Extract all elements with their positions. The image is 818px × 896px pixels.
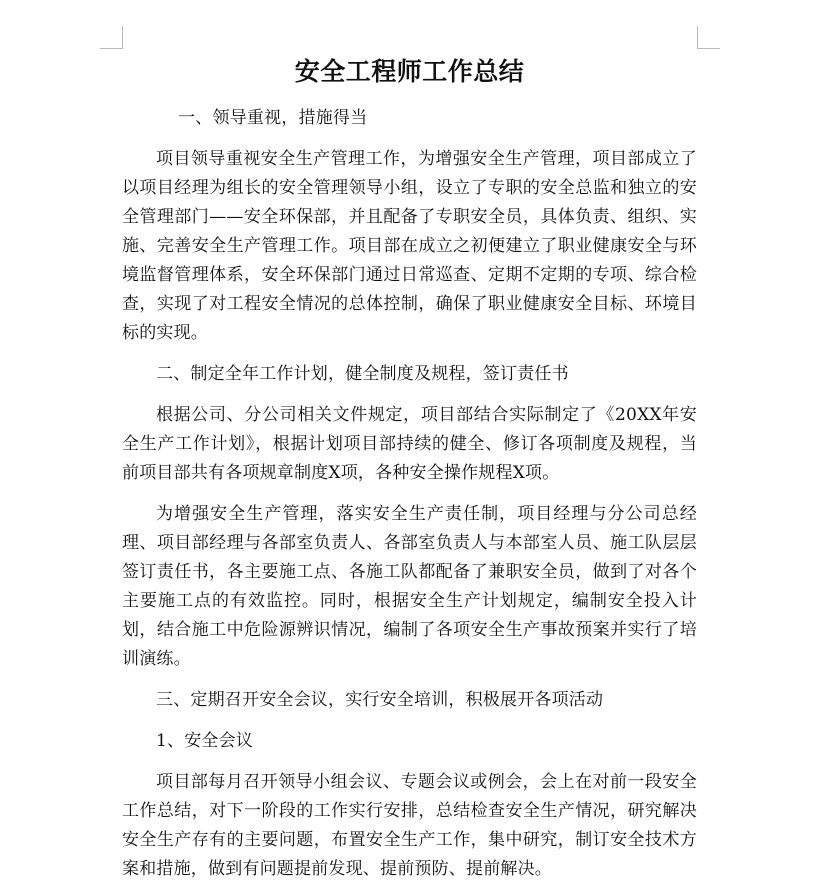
paragraph-2: 根据公司、分公司相关文件规定，项目部结合实际制定了《20XX年安全生产工作计划》，根据计划项目部持续的健全、修订各项制度及规程，当前项目部共有各项规章制度X项，各种安全操作规程X项。 (122, 405, 697, 483)
paragraph-3: 为增强安全生产管理，落实安全生产责任制，项目经理与分公司总经理、项目部经理与各部室负责人、各部室负责人与本部室人员、施工队层层签订责任书，各主要施工点、各施工队都配备了兼职安全员，做到了对各个主要施工点的有效监控。同时，根据安全生产计划规定，编制安全投入计划，结合施工中危险源辨识情况，编制了各项安全生产事故预案并实行了培训演练。 (122, 504, 697, 669)
top-left-crop-mark (100, 26, 123, 49)
document-title: 安全工程师工作总结 (294, 57, 525, 86)
section-heading-2: 二、制定全年工作计划，健全制度及规程，签订责任书 (156, 364, 569, 384)
subsection-heading-1: 1、安全会议 (156, 731, 254, 751)
paragraph-1: 项目领导重视安全生产管理工作，为增强安全生产管理，项目部成立了以项目经理为组长的安全管理领导小组，设立了专职的安全总监和独立的安全管理部门——安全环保部，并且配备了专职安全员，具体负责、组织、实施、完善安全生产管理工作。项目部在成立之初便建立了职业健康安全与环境监督管理体系，安全环保部门通过日常巡查、定期不定期的专项、综合检查，实现了对工程安全情况的总体控制，确保了职业健康安全目标、环境目标的实现。 (122, 149, 697, 343)
paragraph-4: 项目部每月召开领导小组会议、专题会议或例会，会上在对前一段安全工作总结，对下一阶段的工作实行安排，总结检查安全生产情况，研究解决安全生产存有的主要问题，布置安全生产工作，集中研究，制订安全技术方案和措施，做到有问题提前发现、提前预防、提前解决。 (122, 772, 697, 879)
section-heading-1: 一、领导重视，措施得当 (178, 108, 368, 128)
document-body (122, 104, 697, 896)
section-heading-3: 三、定期召开安全会议，实行安全培训，积极展开各项活动 (156, 690, 604, 710)
top-right-crop-mark (697, 26, 720, 49)
